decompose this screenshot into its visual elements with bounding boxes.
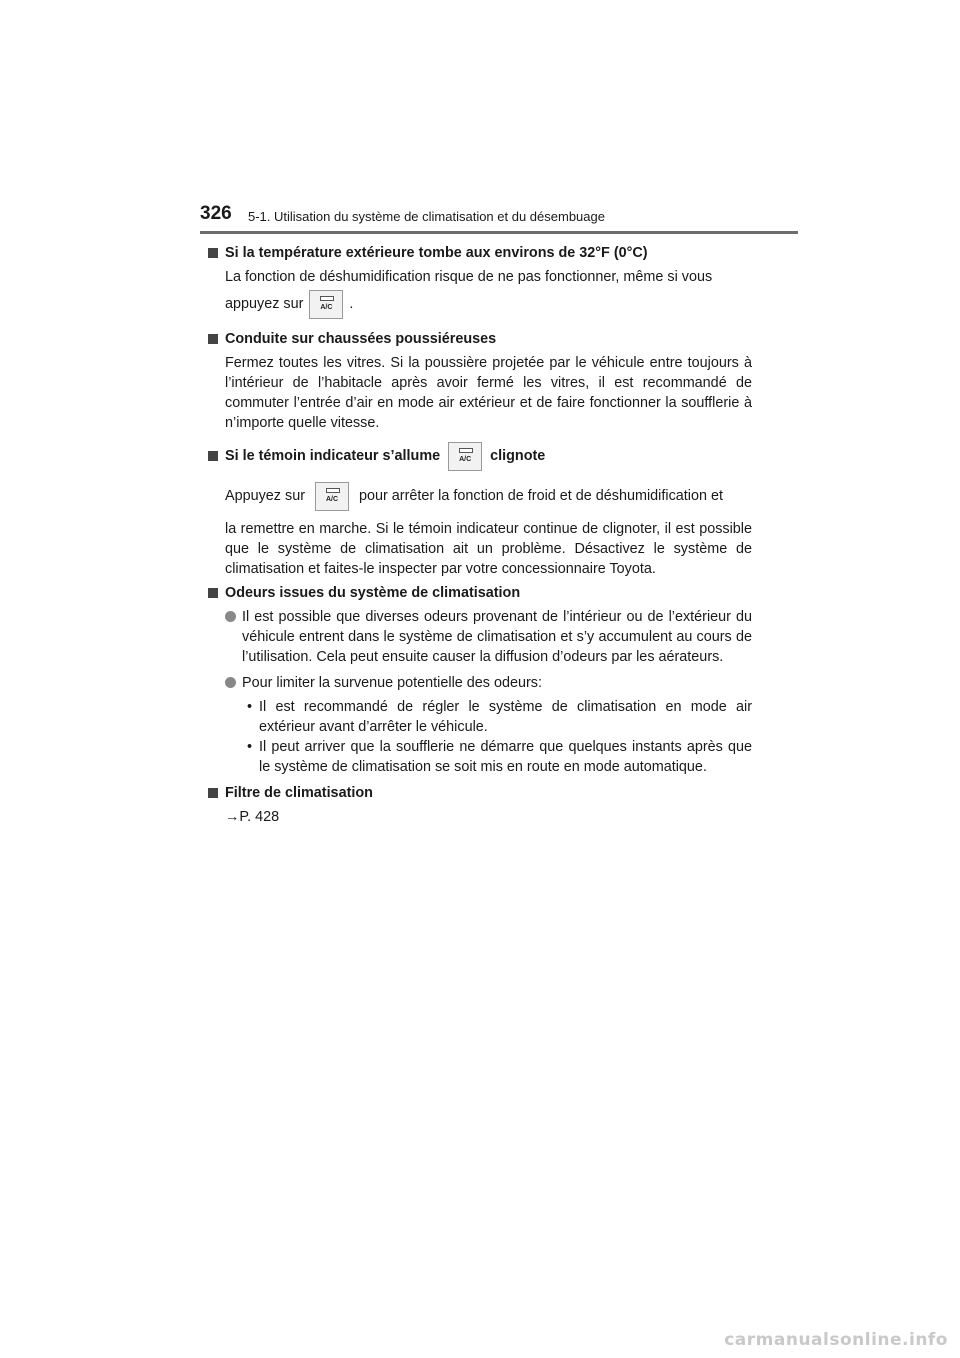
square-bullet-icon — [208, 451, 218, 461]
section-heading-filter — [208, 783, 752, 803]
header-rule — [200, 231, 798, 234]
ac-button-icon — [448, 442, 482, 471]
ac-button-icon — [315, 482, 349, 511]
page-content — [208, 243, 752, 827]
paragraph-text: . — [349, 296, 354, 312]
square-bullet-icon — [208, 588, 218, 598]
paragraph-text: La fonction de déshumidification risque de ne pas fonctionner, même si vous — [225, 269, 713, 285]
paragraph-text: pour arrêter la fonction de froid et de déshumidification et — [359, 488, 723, 504]
list-item-text: Pour limiter la survenue potentielle des odeurs: — [242, 675, 542, 691]
paragraph — [225, 267, 752, 287]
sub-list-item-text: Il peut arriver que la soufflerie ne démarre que quelques instants après que le système de climatisation se soit mis en route en mode automatique. — [259, 739, 752, 775]
paragraph-text: appuyez sur — [225, 296, 304, 312]
paragraph — [225, 287, 752, 321]
sub-list-item — [242, 697, 752, 737]
ac-button-label: A/C — [325, 495, 339, 503]
section-heading-odors — [208, 583, 752, 603]
square-bullet-icon — [208, 788, 218, 798]
paragraph — [225, 479, 752, 513]
list-item — [225, 607, 752, 667]
section-heading-dusty-roads — [208, 329, 752, 349]
page-reference-link[interactable] — [225, 807, 752, 827]
paragraph — [225, 519, 752, 579]
list-item — [225, 673, 752, 693]
heading-text: Conduite sur chaussées poussiéreuses — [225, 331, 497, 347]
square-bullet-icon — [208, 248, 218, 258]
page-reference-text[interactable]: →P. 428 — [225, 809, 280, 825]
section-heading-temperature — [208, 243, 752, 263]
ac-button-label: A/C — [459, 455, 472, 463]
sub-list-item-text: Il est recommandé de régler le système de climatisation en mode air extérieur avant d’arrêter le véhicule. — [259, 699, 752, 735]
circle-bullet-icon — [225, 677, 236, 688]
dot-bullet-icon: • — [247, 739, 253, 755]
paragraph-text: Fermez toutes les vitres. Si la poussière projetée par le véhicule entre toujours à l’intérieur de l’habitacle après avoir fermé les vitres, il est recommandé de commuter l’entrée d’air en mode air extérieur et de faire fonctionner la soufflerie à n’importe quelle vitesse. — [225, 355, 752, 431]
list-item-text: Il est possible que diverses odeurs provenant de l’intérieur ou de l’extérieur du véhicule entrent dans le système de climatisation et s’y accumulent au cours de l’utilisation. Cela peut ensuite causer la diffusion d’odeurs par les aérateurs. — [242, 609, 752, 665]
paragraph — [225, 353, 752, 433]
heading-text: Filtre de climatisation — [225, 785, 373, 801]
square-bullet-icon — [208, 334, 218, 344]
dot-bullet-icon: • — [247, 699, 253, 715]
paragraph-text: Appuyez sur — [225, 488, 305, 504]
heading-text: Odeurs issues du système de climatisation — [225, 585, 521, 601]
ac-button-icon — [309, 290, 343, 319]
page-number: 326 — [200, 203, 232, 224]
ac-button-label: A/C — [320, 303, 333, 311]
heading-text: Si la température extérieure tombe aux environs de 32°F (0°C) — [225, 245, 648, 261]
section-heading-indicator-blinks — [208, 439, 752, 473]
chapter-title: 5-1. Utilisation du système de climatisation et du désembuage — [248, 209, 605, 224]
circle-bullet-icon — [225, 611, 236, 622]
paragraph-text: la remettre en marche. Si le témoin indicateur continue de clignoter, il est possible que le système de climatisation ait un problème. Désactivez le système de climatisation et faites-le inspecter par votre concessionnaire Toyota. — [225, 521, 752, 577]
sub-list-item — [242, 737, 752, 777]
heading-text: Si le témoin indicateur s’allume — [225, 448, 441, 464]
watermark: carmanualsonline.info — [724, 1330, 948, 1350]
heading-text: clignote — [490, 448, 546, 464]
